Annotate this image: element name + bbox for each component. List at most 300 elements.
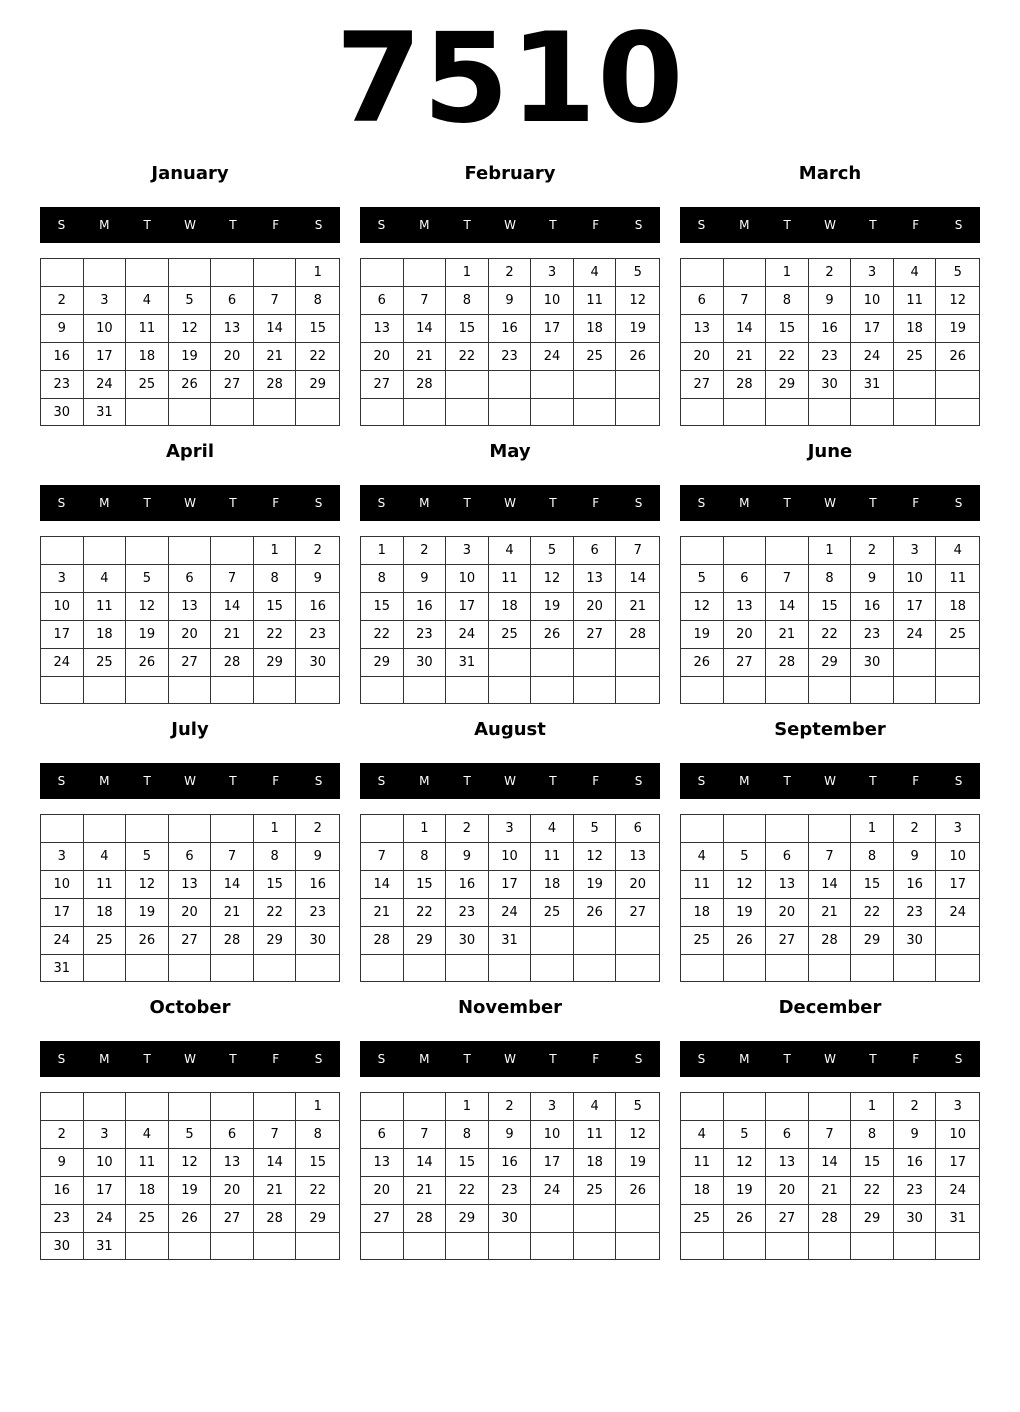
day-cell: 31 bbox=[851, 371, 894, 399]
weekday-label: W bbox=[504, 218, 516, 232]
day-cell: 24 bbox=[446, 621, 489, 649]
day-cell: 25 bbox=[531, 899, 574, 927]
day-cell: 17 bbox=[84, 1177, 127, 1205]
day-cell: 9 bbox=[894, 1121, 937, 1149]
day-cell: 7 bbox=[616, 537, 659, 565]
day-cell bbox=[41, 537, 84, 565]
day-cell bbox=[84, 259, 127, 287]
day-cell: 7 bbox=[254, 287, 297, 315]
day-cell: 11 bbox=[894, 287, 937, 315]
day-cell bbox=[531, 399, 574, 425]
weekday-label: F bbox=[912, 496, 920, 510]
weekday-label: T bbox=[783, 774, 791, 788]
day-cell: 8 bbox=[446, 1121, 489, 1149]
day-cell: 23 bbox=[41, 1205, 84, 1233]
day-cell bbox=[296, 677, 339, 703]
day-cell: 11 bbox=[681, 871, 724, 899]
day-cell: 21 bbox=[361, 899, 404, 927]
day-cell: 17 bbox=[41, 899, 84, 927]
day-cell bbox=[211, 815, 254, 843]
day-cell: 8 bbox=[766, 287, 809, 315]
day-cell: 14 bbox=[724, 315, 767, 343]
weekday-label: S bbox=[954, 218, 963, 232]
day-cell bbox=[724, 399, 767, 425]
day-cell bbox=[936, 649, 979, 677]
day-cell: 17 bbox=[84, 343, 127, 371]
day-cell: 11 bbox=[681, 1149, 724, 1177]
day-cell: 12 bbox=[531, 565, 574, 593]
day-cell: 17 bbox=[851, 315, 894, 343]
day-cell: 16 bbox=[489, 1149, 532, 1177]
day-cell: 13 bbox=[211, 1149, 254, 1177]
weekday-label: T bbox=[463, 1052, 471, 1066]
months-grid bbox=[40, 160, 980, 1272]
day-cell: 1 bbox=[851, 815, 894, 843]
year-title: 7510 bbox=[335, 7, 685, 151]
day-cell: 5 bbox=[681, 565, 724, 593]
weekday-header bbox=[40, 207, 340, 243]
day-cell bbox=[766, 1233, 809, 1259]
day-cell: 21 bbox=[254, 343, 297, 371]
day-cell: 12 bbox=[126, 593, 169, 621]
weekday-label: W bbox=[824, 774, 836, 788]
day-cell bbox=[404, 1233, 447, 1259]
day-cell: 10 bbox=[531, 1121, 574, 1149]
month-name: April bbox=[165, 441, 215, 462]
weekday-label: W bbox=[184, 1052, 196, 1066]
day-cell: 26 bbox=[574, 899, 617, 927]
day-cell: 15 bbox=[404, 871, 447, 899]
day-cell bbox=[169, 537, 212, 565]
day-grid bbox=[40, 814, 340, 982]
day-cell: 8 bbox=[809, 565, 852, 593]
day-cell: 12 bbox=[724, 871, 767, 899]
weekday-label: M bbox=[739, 1052, 750, 1066]
day-cell: 30 bbox=[894, 1205, 937, 1233]
day-cell: 3 bbox=[936, 815, 979, 843]
weekday-label: W bbox=[504, 496, 516, 510]
day-cell bbox=[126, 677, 169, 703]
day-cell bbox=[84, 815, 127, 843]
day-cell: 20 bbox=[724, 621, 767, 649]
month-name: August bbox=[474, 719, 546, 740]
day-cell: 13 bbox=[169, 593, 212, 621]
day-cell: 18 bbox=[489, 593, 532, 621]
day-cell: 14 bbox=[766, 593, 809, 621]
day-cell: 1 bbox=[254, 537, 297, 565]
day-cell bbox=[766, 537, 809, 565]
day-cell: 30 bbox=[809, 371, 852, 399]
day-cell bbox=[894, 371, 937, 399]
day-cell: 24 bbox=[851, 343, 894, 371]
weekday-label: T bbox=[463, 496, 471, 510]
day-cell: 15 bbox=[361, 593, 404, 621]
day-cell: 26 bbox=[724, 1205, 767, 1233]
day-cell: 5 bbox=[126, 565, 169, 593]
day-cell bbox=[254, 259, 297, 287]
weekday-label: S bbox=[634, 774, 643, 788]
day-cell: 17 bbox=[936, 871, 979, 899]
day-cell: 6 bbox=[681, 287, 724, 315]
day-cell: 16 bbox=[41, 1177, 84, 1205]
day-cell bbox=[254, 677, 297, 703]
day-cell: 19 bbox=[126, 621, 169, 649]
day-cell bbox=[724, 259, 767, 287]
day-cell: 28 bbox=[404, 371, 447, 399]
day-cell bbox=[169, 677, 212, 703]
day-cell bbox=[531, 927, 574, 955]
day-cell: 9 bbox=[296, 843, 339, 871]
day-cell: 9 bbox=[41, 315, 84, 343]
weekday-label: T bbox=[143, 1052, 151, 1066]
day-cell: 4 bbox=[574, 259, 617, 287]
day-cell: 27 bbox=[361, 1205, 404, 1233]
day-cell bbox=[574, 371, 617, 399]
day-cell bbox=[126, 537, 169, 565]
day-cell: 15 bbox=[446, 315, 489, 343]
day-cell: 9 bbox=[446, 843, 489, 871]
day-cell bbox=[489, 371, 532, 399]
day-cell: 1 bbox=[809, 537, 852, 565]
day-cell: 10 bbox=[936, 1121, 979, 1149]
day-cell: 23 bbox=[894, 1177, 937, 1205]
day-cell: 21 bbox=[254, 1177, 297, 1205]
day-cell bbox=[446, 399, 489, 425]
day-cell: 24 bbox=[489, 899, 532, 927]
day-cell bbox=[724, 955, 767, 981]
weekday-label: T bbox=[549, 774, 557, 788]
day-cell: 20 bbox=[681, 343, 724, 371]
day-cell bbox=[616, 649, 659, 677]
day-cell: 22 bbox=[851, 899, 894, 927]
day-cell: 8 bbox=[254, 843, 297, 871]
day-cell bbox=[851, 677, 894, 703]
day-cell: 5 bbox=[169, 287, 212, 315]
day-cell: 24 bbox=[936, 899, 979, 927]
weekday-label: S bbox=[57, 1052, 66, 1066]
day-cell: 16 bbox=[809, 315, 852, 343]
day-cell: 19 bbox=[616, 315, 659, 343]
weekday-label: S bbox=[57, 496, 66, 510]
weekday-label: M bbox=[739, 496, 750, 510]
day-cell: 23 bbox=[296, 621, 339, 649]
day-cell: 21 bbox=[766, 621, 809, 649]
day-cell bbox=[84, 1093, 127, 1121]
day-cell: 2 bbox=[41, 287, 84, 315]
day-cell bbox=[169, 1233, 212, 1260]
weekday-label: T bbox=[549, 218, 557, 232]
day-cell: 18 bbox=[126, 1177, 169, 1205]
day-cell bbox=[894, 1233, 937, 1259]
day-cell bbox=[254, 955, 297, 982]
day-cell bbox=[404, 259, 447, 287]
day-cell: 17 bbox=[446, 593, 489, 621]
day-cell: 23 bbox=[446, 899, 489, 927]
weekday-header bbox=[40, 763, 340, 799]
day-cell: 6 bbox=[616, 815, 659, 843]
month-name: November bbox=[457, 997, 563, 1018]
day-cell: 12 bbox=[574, 843, 617, 871]
day-cell: 28 bbox=[616, 621, 659, 649]
day-cell: 6 bbox=[211, 287, 254, 315]
day-cell bbox=[446, 677, 489, 703]
day-cell: 28 bbox=[809, 927, 852, 955]
day-cell: 30 bbox=[41, 1233, 84, 1260]
day-cell bbox=[254, 399, 297, 426]
day-cell: 26 bbox=[724, 927, 767, 955]
day-cell: 3 bbox=[41, 565, 84, 593]
day-cell: 29 bbox=[809, 649, 852, 677]
day-cell: 28 bbox=[724, 371, 767, 399]
weekday-label: M bbox=[419, 218, 430, 232]
day-cell: 1 bbox=[446, 259, 489, 287]
day-cell bbox=[681, 1233, 724, 1259]
day-cell: 17 bbox=[41, 621, 84, 649]
day-cell bbox=[851, 955, 894, 981]
day-cell: 29 bbox=[361, 649, 404, 677]
day-cell: 29 bbox=[404, 927, 447, 955]
day-cell: 7 bbox=[211, 843, 254, 871]
day-cell bbox=[574, 399, 617, 425]
weekday-label: W bbox=[184, 496, 196, 510]
weekday-label: W bbox=[824, 496, 836, 510]
month-name: March bbox=[798, 163, 862, 184]
day-cell: 20 bbox=[574, 593, 617, 621]
weekday-label: T bbox=[229, 496, 237, 510]
day-cell: 15 bbox=[851, 871, 894, 899]
day-cell: 25 bbox=[84, 649, 127, 677]
weekday-label: W bbox=[824, 218, 836, 232]
day-cell: 9 bbox=[809, 287, 852, 315]
weekday-label: S bbox=[697, 218, 706, 232]
day-cell: 5 bbox=[126, 843, 169, 871]
day-cell: 27 bbox=[766, 927, 809, 955]
day-cell: 15 bbox=[296, 1149, 339, 1177]
day-cell: 19 bbox=[169, 1177, 212, 1205]
day-cell bbox=[126, 1233, 169, 1260]
day-cell bbox=[126, 259, 169, 287]
day-cell: 14 bbox=[616, 565, 659, 593]
day-cell: 4 bbox=[126, 1121, 169, 1149]
day-cell bbox=[211, 537, 254, 565]
day-cell: 14 bbox=[809, 871, 852, 899]
day-cell: 9 bbox=[41, 1149, 84, 1177]
day-cell: 12 bbox=[936, 287, 979, 315]
day-cell: 16 bbox=[446, 871, 489, 899]
day-cell: 15 bbox=[296, 315, 339, 343]
day-cell: 25 bbox=[574, 343, 617, 371]
day-cell: 4 bbox=[126, 287, 169, 315]
day-cell bbox=[254, 1233, 297, 1260]
day-cell: 1 bbox=[254, 815, 297, 843]
day-cell: 15 bbox=[851, 1149, 894, 1177]
weekday-label: S bbox=[377, 1052, 386, 1066]
day-cell bbox=[361, 955, 404, 981]
weekday-label: S bbox=[954, 774, 963, 788]
day-cell bbox=[211, 399, 254, 426]
day-cell: 21 bbox=[404, 343, 447, 371]
weekday-label: F bbox=[912, 218, 920, 232]
day-cell bbox=[616, 1233, 659, 1259]
day-cell bbox=[254, 1093, 297, 1121]
day-cell: 26 bbox=[531, 621, 574, 649]
day-cell: 3 bbox=[84, 287, 127, 315]
day-cell: 9 bbox=[489, 287, 532, 315]
day-cell: 24 bbox=[531, 1177, 574, 1205]
day-cell bbox=[361, 1093, 404, 1121]
day-cell bbox=[361, 259, 404, 287]
weekday-label: S bbox=[377, 774, 386, 788]
day-grid bbox=[360, 814, 660, 982]
day-cell bbox=[446, 1233, 489, 1259]
day-cell: 14 bbox=[211, 871, 254, 899]
weekday-label: M bbox=[419, 496, 430, 510]
day-cell: 23 bbox=[296, 899, 339, 927]
day-cell: 15 bbox=[254, 593, 297, 621]
day-cell: 30 bbox=[446, 927, 489, 955]
day-cell: 22 bbox=[361, 621, 404, 649]
day-cell: 2 bbox=[446, 815, 489, 843]
weekday-label: T bbox=[869, 496, 877, 510]
day-cell bbox=[616, 927, 659, 955]
day-cell: 18 bbox=[531, 871, 574, 899]
day-cell: 24 bbox=[936, 1177, 979, 1205]
day-cell bbox=[766, 399, 809, 425]
day-cell bbox=[211, 1233, 254, 1260]
weekday-label: T bbox=[869, 218, 877, 232]
day-cell bbox=[489, 955, 532, 981]
day-cell: 29 bbox=[296, 1205, 339, 1233]
day-cell: 27 bbox=[169, 649, 212, 677]
weekday-header bbox=[680, 763, 980, 799]
weekday-label: S bbox=[314, 1052, 323, 1066]
day-cell: 5 bbox=[724, 1121, 767, 1149]
day-cell: 2 bbox=[404, 537, 447, 565]
weekday-label: T bbox=[229, 218, 237, 232]
day-cell: 28 bbox=[254, 1205, 297, 1233]
day-grid bbox=[40, 258, 340, 426]
day-cell: 1 bbox=[296, 1093, 339, 1121]
day-cell bbox=[574, 649, 617, 677]
day-cell bbox=[404, 1093, 447, 1121]
day-cell: 13 bbox=[616, 843, 659, 871]
weekday-label: M bbox=[99, 1052, 110, 1066]
day-cell: 3 bbox=[894, 537, 937, 565]
day-cell bbox=[211, 259, 254, 287]
day-cell bbox=[681, 815, 724, 843]
weekday-header bbox=[360, 485, 660, 521]
day-cell: 6 bbox=[361, 287, 404, 315]
day-cell: 2 bbox=[809, 259, 852, 287]
day-cell: 30 bbox=[296, 927, 339, 955]
day-cell bbox=[211, 1093, 254, 1121]
day-cell: 30 bbox=[489, 1205, 532, 1233]
day-cell: 9 bbox=[404, 565, 447, 593]
day-cell bbox=[296, 399, 339, 426]
day-cell: 9 bbox=[489, 1121, 532, 1149]
day-cell: 19 bbox=[724, 899, 767, 927]
weekday-label: M bbox=[99, 218, 110, 232]
day-cell: 13 bbox=[766, 1149, 809, 1177]
weekday-label: S bbox=[634, 1052, 643, 1066]
month-name: January bbox=[151, 163, 229, 184]
weekday-label: T bbox=[549, 496, 557, 510]
day-cell: 7 bbox=[809, 843, 852, 871]
day-cell: 18 bbox=[681, 1177, 724, 1205]
day-cell: 11 bbox=[936, 565, 979, 593]
day-cell: 6 bbox=[766, 1121, 809, 1149]
day-cell: 26 bbox=[681, 649, 724, 677]
day-cell: 23 bbox=[809, 343, 852, 371]
day-cell: 26 bbox=[616, 343, 659, 371]
weekday-label: F bbox=[592, 496, 600, 510]
weekday-label: S bbox=[377, 496, 386, 510]
day-cell: 13 bbox=[724, 593, 767, 621]
day-cell: 22 bbox=[254, 621, 297, 649]
day-cell: 20 bbox=[766, 899, 809, 927]
day-cell bbox=[446, 955, 489, 981]
day-cell: 8 bbox=[404, 843, 447, 871]
day-cell: 4 bbox=[84, 565, 127, 593]
day-cell: 23 bbox=[41, 371, 84, 399]
weekday-label: F bbox=[272, 218, 280, 232]
weekday-label: M bbox=[739, 774, 750, 788]
day-cell: 3 bbox=[84, 1121, 127, 1149]
day-cell bbox=[766, 955, 809, 981]
day-cell: 29 bbox=[766, 371, 809, 399]
day-cell bbox=[489, 677, 532, 703]
day-cell: 14 bbox=[211, 593, 254, 621]
day-cell: 21 bbox=[809, 1177, 852, 1205]
day-cell bbox=[41, 1093, 84, 1121]
day-cell: 22 bbox=[254, 899, 297, 927]
month-may bbox=[360, 438, 660, 716]
day-cell bbox=[681, 399, 724, 425]
day-cell: 20 bbox=[361, 1177, 404, 1205]
day-cell: 3 bbox=[41, 843, 84, 871]
day-cell: 4 bbox=[894, 259, 937, 287]
day-cell: 6 bbox=[211, 1121, 254, 1149]
day-cell: 20 bbox=[766, 1177, 809, 1205]
day-cell: 12 bbox=[724, 1149, 767, 1177]
day-grid bbox=[360, 258, 660, 426]
day-cell: 22 bbox=[404, 899, 447, 927]
day-cell bbox=[616, 955, 659, 981]
day-cell: 5 bbox=[169, 1121, 212, 1149]
day-cell: 6 bbox=[169, 565, 212, 593]
weekday-label: M bbox=[419, 774, 430, 788]
day-cell: 21 bbox=[616, 593, 659, 621]
day-cell: 19 bbox=[169, 343, 212, 371]
day-cell bbox=[894, 955, 937, 981]
day-cell: 14 bbox=[809, 1149, 852, 1177]
weekday-label: S bbox=[697, 774, 706, 788]
day-cell: 29 bbox=[851, 927, 894, 955]
day-cell bbox=[681, 955, 724, 981]
day-cell: 25 bbox=[126, 371, 169, 399]
day-cell bbox=[404, 677, 447, 703]
day-cell: 10 bbox=[84, 1149, 127, 1177]
day-cell: 12 bbox=[169, 1149, 212, 1177]
day-cell: 12 bbox=[616, 1121, 659, 1149]
day-cell: 9 bbox=[296, 565, 339, 593]
day-cell bbox=[489, 649, 532, 677]
day-cell: 20 bbox=[211, 1177, 254, 1205]
day-grid bbox=[360, 536, 660, 704]
day-cell: 9 bbox=[894, 843, 937, 871]
day-cell: 28 bbox=[809, 1205, 852, 1233]
day-cell: 11 bbox=[531, 843, 574, 871]
